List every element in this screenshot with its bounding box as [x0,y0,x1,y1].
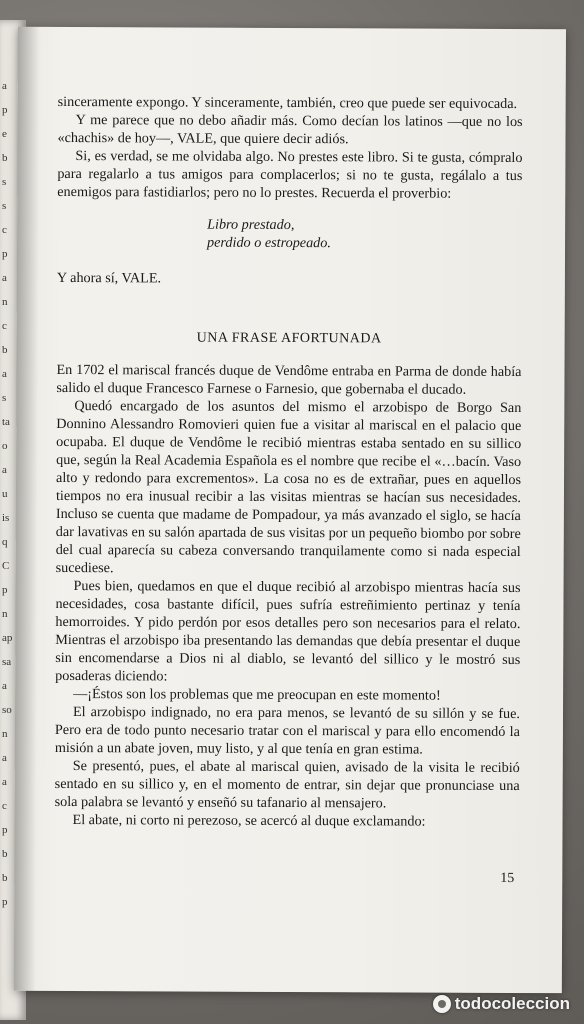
facing-page-fragment: so [2,704,12,716]
paragraph: El abate, ni corto ni perezoso, se acercó al duque exclamando: [72,812,426,830]
facing-page-fragment: a [2,752,7,764]
facing-page-fragment: s [2,392,7,404]
watermark [433,994,570,1014]
watermark-text: todocoleccion [454,994,570,1013]
facing-page-fragment: a [2,680,7,692]
paragraph: —¡Éstos son los problemas que me preocupan en este momento! [73,686,441,704]
paragraph: En 1702 el mariscal francés duque de Vendôme entraba en Parma de donde había salido el duque Francesco Farnese o Farnesio, que gobernaba el ducado. [56,361,522,398]
facing-page-fragment: p [2,896,8,908]
facing-page-fragment: a [2,464,7,476]
closing-line: Y ahora sí, VALE. [56,269,162,287]
facing-page-fragment: ap [2,632,13,644]
facing-page-fragment: b [2,152,8,164]
facing-page-fragment: p [2,104,8,116]
watermark-logo-icon [433,995,451,1013]
facing-page-fragment: c [2,800,7,812]
facing-page-fragment: s [2,176,7,188]
paragraph: Si, es verdad, se me olvidaba algo. No prestes este libro. Si te gusta, cómpralo para regalarlo a tus amigos para complacerlos; si no te gusta, regálalo a tus enemigos para fastidiarlos; pero no lo prestes. Recuerda el proverbio: [57,148,523,202]
facing-page-fragment: a [2,368,7,380]
facing-page-fragment: n [2,296,8,308]
facing-page-fragment: ta [2,416,10,428]
verse-line: perdido o estropeado. [207,234,331,252]
facing-page-fragment: sa [2,656,12,668]
book-page [14,27,566,993]
paragraph: Quedó encargado de los asuntos del mismo el arzobispo de Borgo San Donnino Alessandro Romovieri quien fue a visitar al mariscal en el palacio que ocupaba. El duque de Vendôme le recibió mientras estaba sentado en su sillico que, según la Real Academia Española es el nombre que recibe el «…bacín. Vaso alto y redondo para excrementos». La cosa no es de extrañar, pues en aquellos tiempos no era inusual recibir a las visitas mientras se hacían sus necesidades. Incluso se cuenta que madame de Pompadour, ya más avanzado el siglo, se hacía dar lavativas en su salón apartada de sus visitas por un pequeño biombo por sobre del cual aparecía su cabeza conversando tranquilamente como si nada especial sucediese. [55,398,522,577]
facing-page-fragment: b [2,872,8,884]
facing-page-fragment: a [2,776,7,788]
page-text [55,93,523,831]
facing-page-fragment: n [2,728,8,740]
verse-line: Libro prestado, [207,216,295,234]
facing-page-fragment: C [2,560,10,572]
gutter-shadow [14,27,40,991]
facing-page-fragment: o [2,440,8,452]
paragraph: Pues bien, quedamos en que el duque recibió al arzobispo mientras hacía sus necesidades, cosa bastante difícil, pues sufría estreñimiento pertinaz y tenía hemorroides. Y pido perdón por esos detalles pero son necesarios para el relato. Mientras el arzobispo iba presentando las demandas que debía presentar el duque sin encomendarse a Dios ni al diablo, se levantó del sillico y le mostró sus posaderas diciendo: [55,578,521,685]
section-title: UNA FRASE AFORTUNADA [196,330,382,347]
facing-page-fragment: u [2,488,8,500]
paragraph: Y me parece que no debo añadir más. Como decían los latinos —que no los «chachis» de hoy—, VALE, que quiere decir adiós. [57,112,523,148]
facing-page-fragment: n [2,608,8,620]
page-number: 15 [500,870,515,886]
facing-page-fragment: e [2,128,7,140]
facing-page-fragment: s [2,200,7,212]
facing-page-fragment: c [2,320,7,332]
facing-page-fragment: p [2,824,8,836]
facing-page-fragment: b [2,848,8,860]
paragraph: El arzobispo indignado, no era para menos, se levantó de su sillón y se fue. Pero era de todo punto necesario tratar con el mariscal y para ello encomendó la misión a un abate joven, muy listo, y al que tenía en gran estima. [54,704,521,758]
paragraph: Se presentó, pues, el abate al mariscal quien, avisado de la visita le recibió sentado en su sillico y, en el momento de entrar, sin dejar que pronunciase una sola palabra se levantó y enseñó su tafanario al mensajero. [54,758,520,812]
facing-page-fragment: a [2,80,7,92]
facing-page-fragment: p [2,584,8,596]
facing-page-fragment: b [2,344,8,356]
facing-page-fragment: q [2,536,8,548]
facing-page-fragment: c [2,224,7,236]
facing-page-fragment: p [2,248,8,260]
facing-page-fragment: a [2,272,7,284]
paragraph: sinceramente expongo. Y sinceramente, también, creo que puede ser equivocada. [57,93,518,112]
facing-page-fragment: is [2,512,10,524]
